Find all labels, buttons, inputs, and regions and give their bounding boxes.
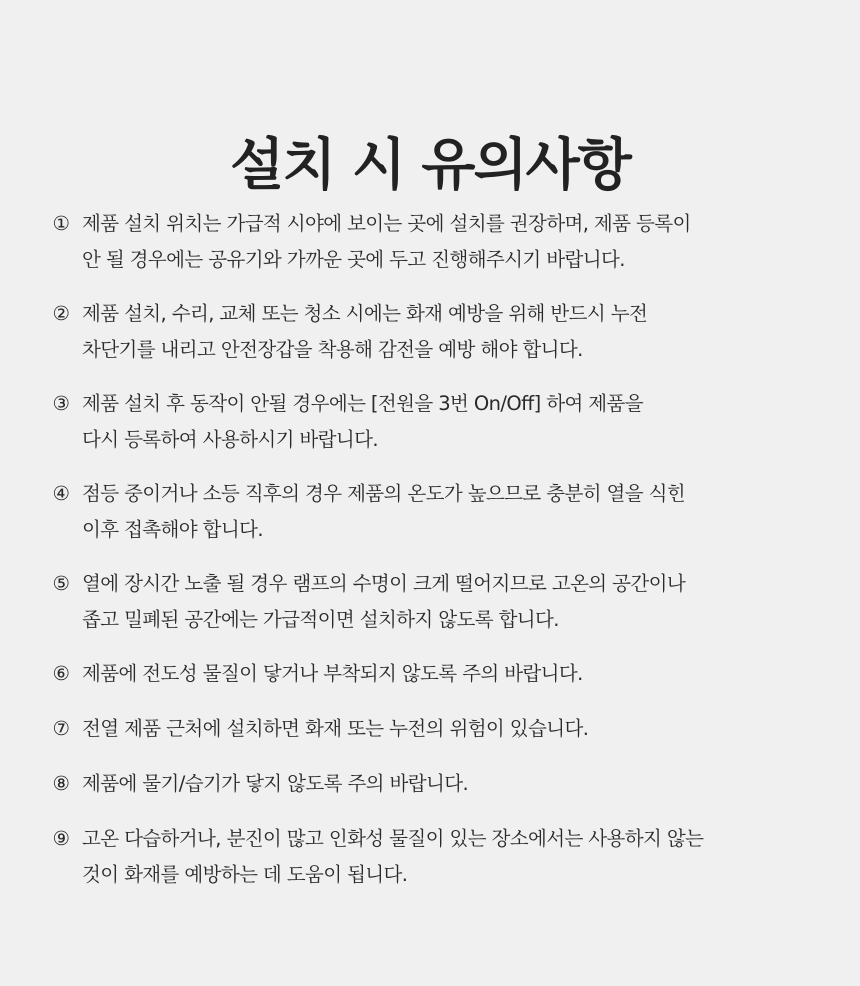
caution-item xyxy=(48,476,685,548)
item-number: ⑧ xyxy=(52,772,70,795)
item-text-line: 제품 설치 후 동작이 안될 경우에는 [전원을 3번 On/Off] 하여 제품을 xyxy=(82,392,644,415)
item-number: ⑨ xyxy=(52,827,70,850)
item-text-line: 좁고 밀폐된 공간에는 가급적이면 설치하지 않도록 합니다. xyxy=(82,608,559,631)
caution-item xyxy=(48,766,468,802)
item-text-line: 이후 접촉해야 합니다. xyxy=(82,518,263,541)
item-text-line: 차단기를 내리고 안전장갑을 착용해 감전을 예방 해야 합니다. xyxy=(82,338,583,361)
item-number: ⑥ xyxy=(52,662,70,685)
item-number: ③ xyxy=(52,392,70,415)
item-text-line: 전열 제품 근처에 설치하면 화재 또는 누전의 위험이 있습니다. xyxy=(82,717,589,740)
item-text-line: 제품에 물기/습기가 닿지 않도록 주의 바랍니다. xyxy=(82,772,469,795)
caution-item xyxy=(48,296,647,368)
item-text-line: 제품에 전도성 물질이 닿거나 부착되지 않도록 주의 바랍니다. xyxy=(82,662,583,685)
item-text-line: 제품 설치, 수리, 교체 또는 청소 시에는 화재 예방을 위해 반드시 누전 xyxy=(82,302,648,325)
item-text-line: 것이 화재를 예방하는 데 도움이 됩니다. xyxy=(82,863,408,886)
page-title: 설치 시 유의사항 xyxy=(230,132,630,198)
item-text-line: 열에 장시간 노출 될 경우 램프의 수명이 크게 떨어지므로 고온의 공간이나 xyxy=(82,572,686,595)
item-number: ④ xyxy=(52,482,70,505)
caution-item xyxy=(48,206,691,278)
item-text-line: 제품 설치 위치는 가급적 시야에 보이는 곳에 설치를 권장하며, 제품 등록이 xyxy=(82,212,691,235)
item-text-line: 고온 다습하거나, 분진이 많고 인화성 물질이 있는 장소에서는 사용하지 않는 xyxy=(82,827,704,850)
caution-item xyxy=(48,656,583,692)
caution-item xyxy=(48,821,703,893)
caution-item xyxy=(48,566,685,638)
item-number: ① xyxy=(52,212,70,235)
caution-item xyxy=(48,711,588,747)
item-number: ⑤ xyxy=(52,572,70,595)
item-text-line: 안 될 경우에는 공유기와 가까운 곳에 두고 진행해주시기 바랍니다. xyxy=(82,248,625,271)
item-text-line: 다시 등록하여 사용하시기 바랍니다. xyxy=(82,428,378,451)
caution-item xyxy=(48,386,643,458)
item-number: ② xyxy=(52,302,70,325)
item-number: ⑦ xyxy=(52,717,70,740)
item-text-line: 점등 중이거나 소등 직후의 경우 제품의 온도가 높으므로 충분히 열을 식힌 xyxy=(82,482,686,505)
